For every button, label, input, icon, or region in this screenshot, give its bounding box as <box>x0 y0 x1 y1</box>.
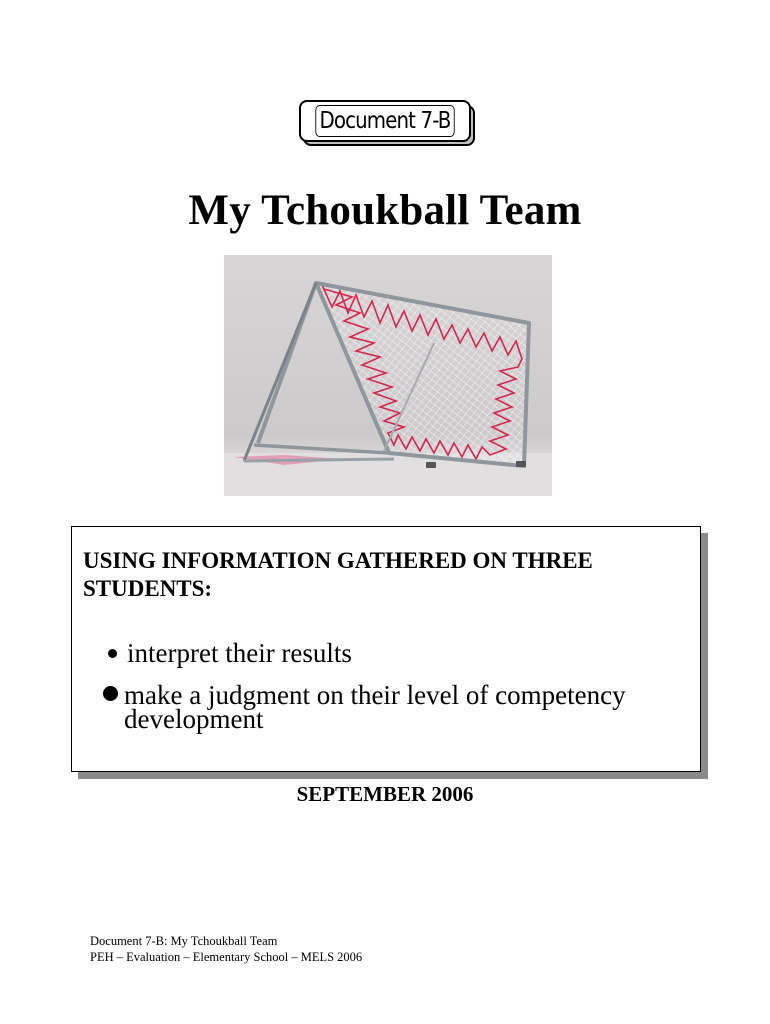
bullet-dot-icon <box>103 686 118 701</box>
bullet-item <box>103 680 663 734</box>
document-label-frame <box>299 100 471 142</box>
info-heading: USING INFORMATION GATHERED ON THREE STUDENTS: <box>83 548 593 601</box>
bullet-text: make a judgment on their level of competency development <box>124 680 626 734</box>
page-title: My Tchoukball Team <box>188 187 582 234</box>
footer <box>90 933 362 965</box>
tchoukball-frame-image <box>224 255 552 496</box>
footer-line-1: Document 7-B: My Tchoukball Team <box>90 934 278 948</box>
bullet-dot-icon <box>108 649 117 658</box>
info-box <box>71 526 701 772</box>
bullet-text: interpret their results <box>127 638 352 668</box>
publication-date: SEPTEMBER 2006 <box>296 782 474 806</box>
bullet-item <box>108 638 352 668</box>
document-label-text: Document 7-B <box>315 105 454 137</box>
footer-line-2: PEH – Evaluation – Elementary School – MELS 2006 <box>90 950 363 964</box>
document-label <box>299 100 477 148</box>
